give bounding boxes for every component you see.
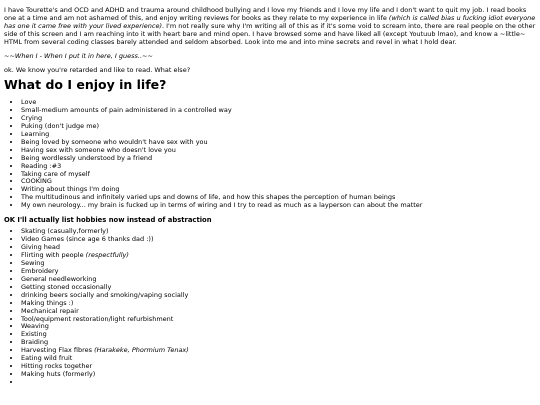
hobbies-heading: OK I'll actually list hobbies now instead of abstraction bbox=[4, 216, 212, 225]
hobby-text: Tool/equipment restoration/light refurbishment bbox=[21, 314, 174, 323]
hobby-text: Embroidery bbox=[21, 267, 59, 275]
hobby-text: Harvesting Flax fibres bbox=[21, 346, 95, 355]
hobby-list-item bbox=[21, 236, 536, 244]
hobby-text: Braiding bbox=[21, 338, 49, 347]
hobby-text: Making things :) bbox=[21, 298, 74, 307]
intro-text-2: . I'm not really sure why I'm writing all of this as if it's some void to scream into, there are real people on the other side of this screen and I am reaching into it with heart bare and mind open. I have browsed some and have liked all (except Youtuub lmao), and know a ~little~ HTML from several coding classes barely attended and seldom absorbed. Look into me and into mine secrets and revel in what I hold dear. bbox=[4, 21, 536, 46]
enjoy-heading: What do I enjoy in life? bbox=[4, 77, 167, 93]
hobby-list-item bbox=[21, 363, 536, 371]
hobby-text: Weaving bbox=[21, 322, 49, 331]
hobby-text: Mechanical repair bbox=[21, 306, 79, 315]
quote-line bbox=[4, 53, 536, 61]
enjoy-list bbox=[4, 99, 536, 210]
enjoy-list-item: • Being wordlessly understood by a friend bbox=[21, 155, 536, 163]
enjoy-list-item: • Puking (don't judge me) bbox=[21, 123, 536, 131]
hobby-text: Making huts (formerly) bbox=[21, 369, 96, 378]
hobby-list-item bbox=[21, 371, 536, 379]
hobby-text: Giving head bbox=[21, 243, 61, 252]
hobby-list-item bbox=[21, 379, 536, 387]
enjoy-list-item: • Small-medium amounts of pain administered in a controlled way bbox=[21, 107, 536, 115]
hobby-list-item bbox=[21, 268, 536, 276]
hobbies-list bbox=[4, 228, 536, 386]
hobby-emphasis: (Harakeke, Phormium Tenax) bbox=[94, 346, 189, 355]
enjoy-list-item: • Having sex with someone who doesn't love you bbox=[21, 147, 536, 155]
hobby-list-item bbox=[21, 331, 536, 339]
intro-text-1: I have Tourette's and OCD and ADHD and trauma around childhood bullying and I love my friends and I love my life and I don't want to quit my job. I read books one at a time and am not ashamed of this, and enjoy writing reviews for books as they relate to my experience in life bbox=[4, 6, 527, 22]
enjoy-list-item: • My own neurology... my brain is fucked up in terms of wiring and I try to read as much as a layperson can about the matter bbox=[21, 202, 536, 210]
hobby-text: Sewing bbox=[21, 259, 45, 268]
hobby-list-item bbox=[21, 292, 536, 300]
hobby-text: Flirting with people bbox=[21, 251, 86, 260]
hobby-text: Hitting rocks together bbox=[21, 362, 93, 371]
hobby-list-item bbox=[21, 323, 536, 331]
quote-text: ~~When I - When I put it in here, I guess..~~ bbox=[4, 51, 153, 60]
enjoy-list-item: • Learning bbox=[21, 131, 536, 139]
hobby-emphasis: (respectfully) bbox=[85, 251, 129, 260]
enjoy-list-item: • Reading :#3 bbox=[21, 163, 536, 171]
enjoy-list-item: • COOKING bbox=[21, 178, 536, 186]
hobby-list-item bbox=[21, 252, 536, 260]
hobby-text: drinking beers socially and smoking/vaping socially bbox=[21, 290, 189, 299]
hobby-text: General needleworking bbox=[21, 274, 97, 283]
hobby-list-item bbox=[21, 355, 536, 363]
hobby-text: Skating (casually,formerly) bbox=[21, 227, 109, 236]
hobby-list-item bbox=[21, 347, 536, 355]
hobby-text: Eating wild fruit bbox=[21, 354, 73, 363]
reply-line: ok. We know you're retarded and like to read. What else? bbox=[4, 65, 191, 74]
intro-paragraph bbox=[4, 7, 536, 47]
hobby-list-item bbox=[21, 300, 536, 308]
hobby-text: Getting stoned occasionally bbox=[21, 282, 112, 291]
enjoy-list-item: • Love bbox=[21, 99, 536, 107]
enjoy-list-item: • Writing about things I'm doing bbox=[21, 186, 536, 194]
hobby-text: Video Games (since age 6 thanks dad :)) bbox=[21, 235, 154, 244]
enjoy-list-item: • Crying bbox=[21, 115, 536, 123]
enjoy-list-item: • The multitudinous and infinitely varied ups and downs of life, and how this shapes the perception of human beings bbox=[21, 194, 536, 202]
enjoy-list-item: • Taking care of myself bbox=[21, 171, 536, 179]
hobby-list-item bbox=[21, 260, 536, 268]
intro-emphasis: (which is called bias u fucking idiot everyone has one it came free with your lived experience) bbox=[4, 13, 536, 30]
hobby-list-item bbox=[21, 316, 536, 324]
hobby-text: Existing bbox=[21, 330, 47, 339]
enjoy-list-item: • Being loved by someone who wouldn't have sex with you bbox=[21, 139, 536, 147]
